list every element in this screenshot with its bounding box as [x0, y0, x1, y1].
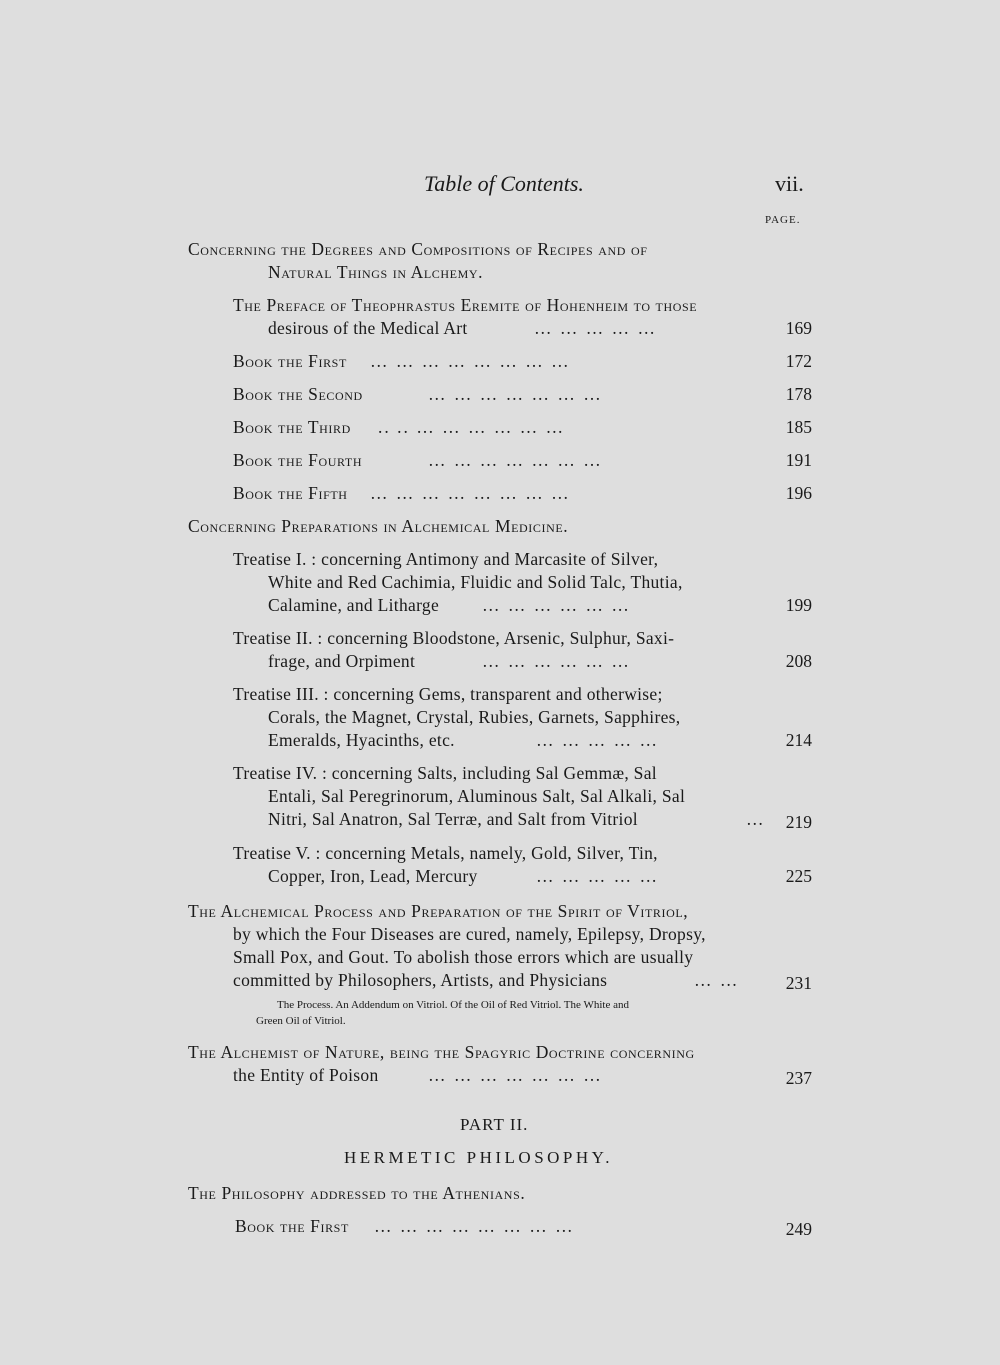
leader-dots: … … … … …: [534, 318, 657, 338]
part-title: HERMETIC PHILOSOPHY.: [344, 1148, 613, 1167]
section-heading-text: The Alchemical Process and Preparation of the Spirit of Vitriol,: [188, 901, 689, 921]
toc-entry: Entali, Sal Peregrinorum, Aluminous Salt, Sal Alkali, Sal: [268, 786, 686, 806]
page-number: 225: [785, 866, 812, 886]
page-number: 214: [785, 730, 812, 750]
toc-entry: Book the First: [233, 351, 347, 371]
page-number: 169: [785, 318, 812, 338]
toc-entry: Treatise III. : concerning Gems, transparent and otherwise;: [233, 684, 663, 704]
leader-dots: …: [746, 809, 766, 829]
page-number: 199: [785, 595, 812, 615]
toc-entry: Corals, the Magnet, Crystal, Rubies, Garnets, Sapphires,: [268, 707, 681, 727]
leader-dots: … … … … … … … …: [370, 483, 571, 503]
page-number: 208: [785, 651, 812, 671]
running-title: Table of Contents.: [424, 171, 584, 196]
sub-contents-note: Green Oil of Vitriol.: [256, 1015, 346, 1027]
leader-dots: … … … … …: [536, 866, 659, 886]
leader-dots: … … … … … …: [482, 595, 631, 615]
toc-entry: by which the Four Diseases are cured, namely, Epilepsy, Dropsy,: [233, 924, 706, 944]
part-number: PART II.: [460, 1115, 529, 1134]
leader-dots: … … … … … … … …: [370, 351, 571, 371]
toc-entry: Treatise I. : concerning Antimony and Marcasite of Silver,: [233, 549, 659, 569]
leader-dots: … … … … … … …: [428, 450, 603, 470]
leader-dots: .. .. … … … … … …: [378, 417, 566, 437]
section-heading-text: The Alchemist of Nature, being the Spagyric Doctrine concerning: [188, 1042, 695, 1062]
section-heading: Natural Things in Alchemy.: [268, 262, 484, 282]
toc-entry: Treatise II. : concerning Bloodstone, Arsenic, Sulphur, Saxi-: [233, 628, 675, 648]
entry-lead: The Preface of Theophrastus Eremite of Hohenheim to those: [233, 295, 698, 315]
toc-entry: Book the Fifth: [233, 483, 348, 503]
page-number: 237: [785, 1068, 812, 1088]
leader-dots: … … … … … … …: [428, 384, 603, 404]
page-number: 191: [785, 450, 812, 470]
toc-entry: committed by Philosophers, Artists, and Physicians: [233, 970, 608, 990]
toc-entry: frage, and Orpiment: [268, 651, 416, 671]
leader-dots: … … … … … … … …: [374, 1216, 575, 1236]
page-number: 178: [785, 384, 812, 404]
leader-dots: … … … … …: [536, 730, 659, 750]
page-number: 196: [785, 483, 812, 503]
leader-dots: … …: [694, 970, 740, 990]
toc-entry: Book the Third: [233, 417, 351, 437]
page-number: 231: [785, 973, 812, 993]
page-number: 185: [785, 417, 812, 437]
toc-entry: Emeralds, Hyacinths, etc.: [268, 730, 455, 750]
section-heading: Concerning the Degrees and Compositions of Recipes and of: [188, 239, 648, 259]
toc-entry: Book the Second: [233, 384, 363, 404]
page-column-heading: PAGE.: [765, 214, 801, 226]
page-number: 219: [785, 812, 812, 832]
toc-entry: [233, 295, 697, 316]
toc-entry: Book the Fourth: [233, 450, 363, 470]
toc-entry: Treatise IV. : concerning Salts, including Sal Gemmæ, Sal: [233, 763, 657, 783]
leader-dots: … … … … … … …: [428, 1065, 603, 1085]
sub-contents-note: The Process. An Addendum on Vitriol. Of the Oil of Red Vitriol. The White and: [277, 999, 629, 1011]
page-folio: vii.: [775, 171, 804, 196]
toc-entry: Treatise V. : concerning Metals, namely, Gold, Silver, Tin,: [233, 843, 658, 863]
toc-entry: the Entity of Poison: [233, 1065, 379, 1085]
page-number: 172: [785, 351, 812, 371]
section-heading: [188, 901, 688, 922]
toc-entry: White and Red Cachimia, Fluidic and Solid Talc, Thutia,: [268, 572, 683, 592]
section-heading: Concerning Preparations in Alchemical Medicine.: [188, 516, 569, 536]
leader-dots: … … … … … …: [482, 651, 631, 671]
toc-entry: Small Pox, and Gout. To abolish those errors which are usually: [233, 947, 694, 967]
toc-entry: Nitri, Sal Anatron, Sal Terræ, and Salt from Vitriol: [268, 809, 638, 829]
toc-entry: Copper, Iron, Lead, Mercury: [268, 866, 478, 886]
toc-entry: Calamine, and Litharge: [268, 595, 440, 615]
section-heading: The Philosophy addressed to the Athenians.: [188, 1183, 526, 1203]
toc-entry: desirous of the Medical Art: [268, 318, 468, 338]
toc-entry: Book the First: [235, 1216, 349, 1236]
section-heading: [188, 1042, 695, 1063]
page-number: 249: [785, 1219, 812, 1239]
